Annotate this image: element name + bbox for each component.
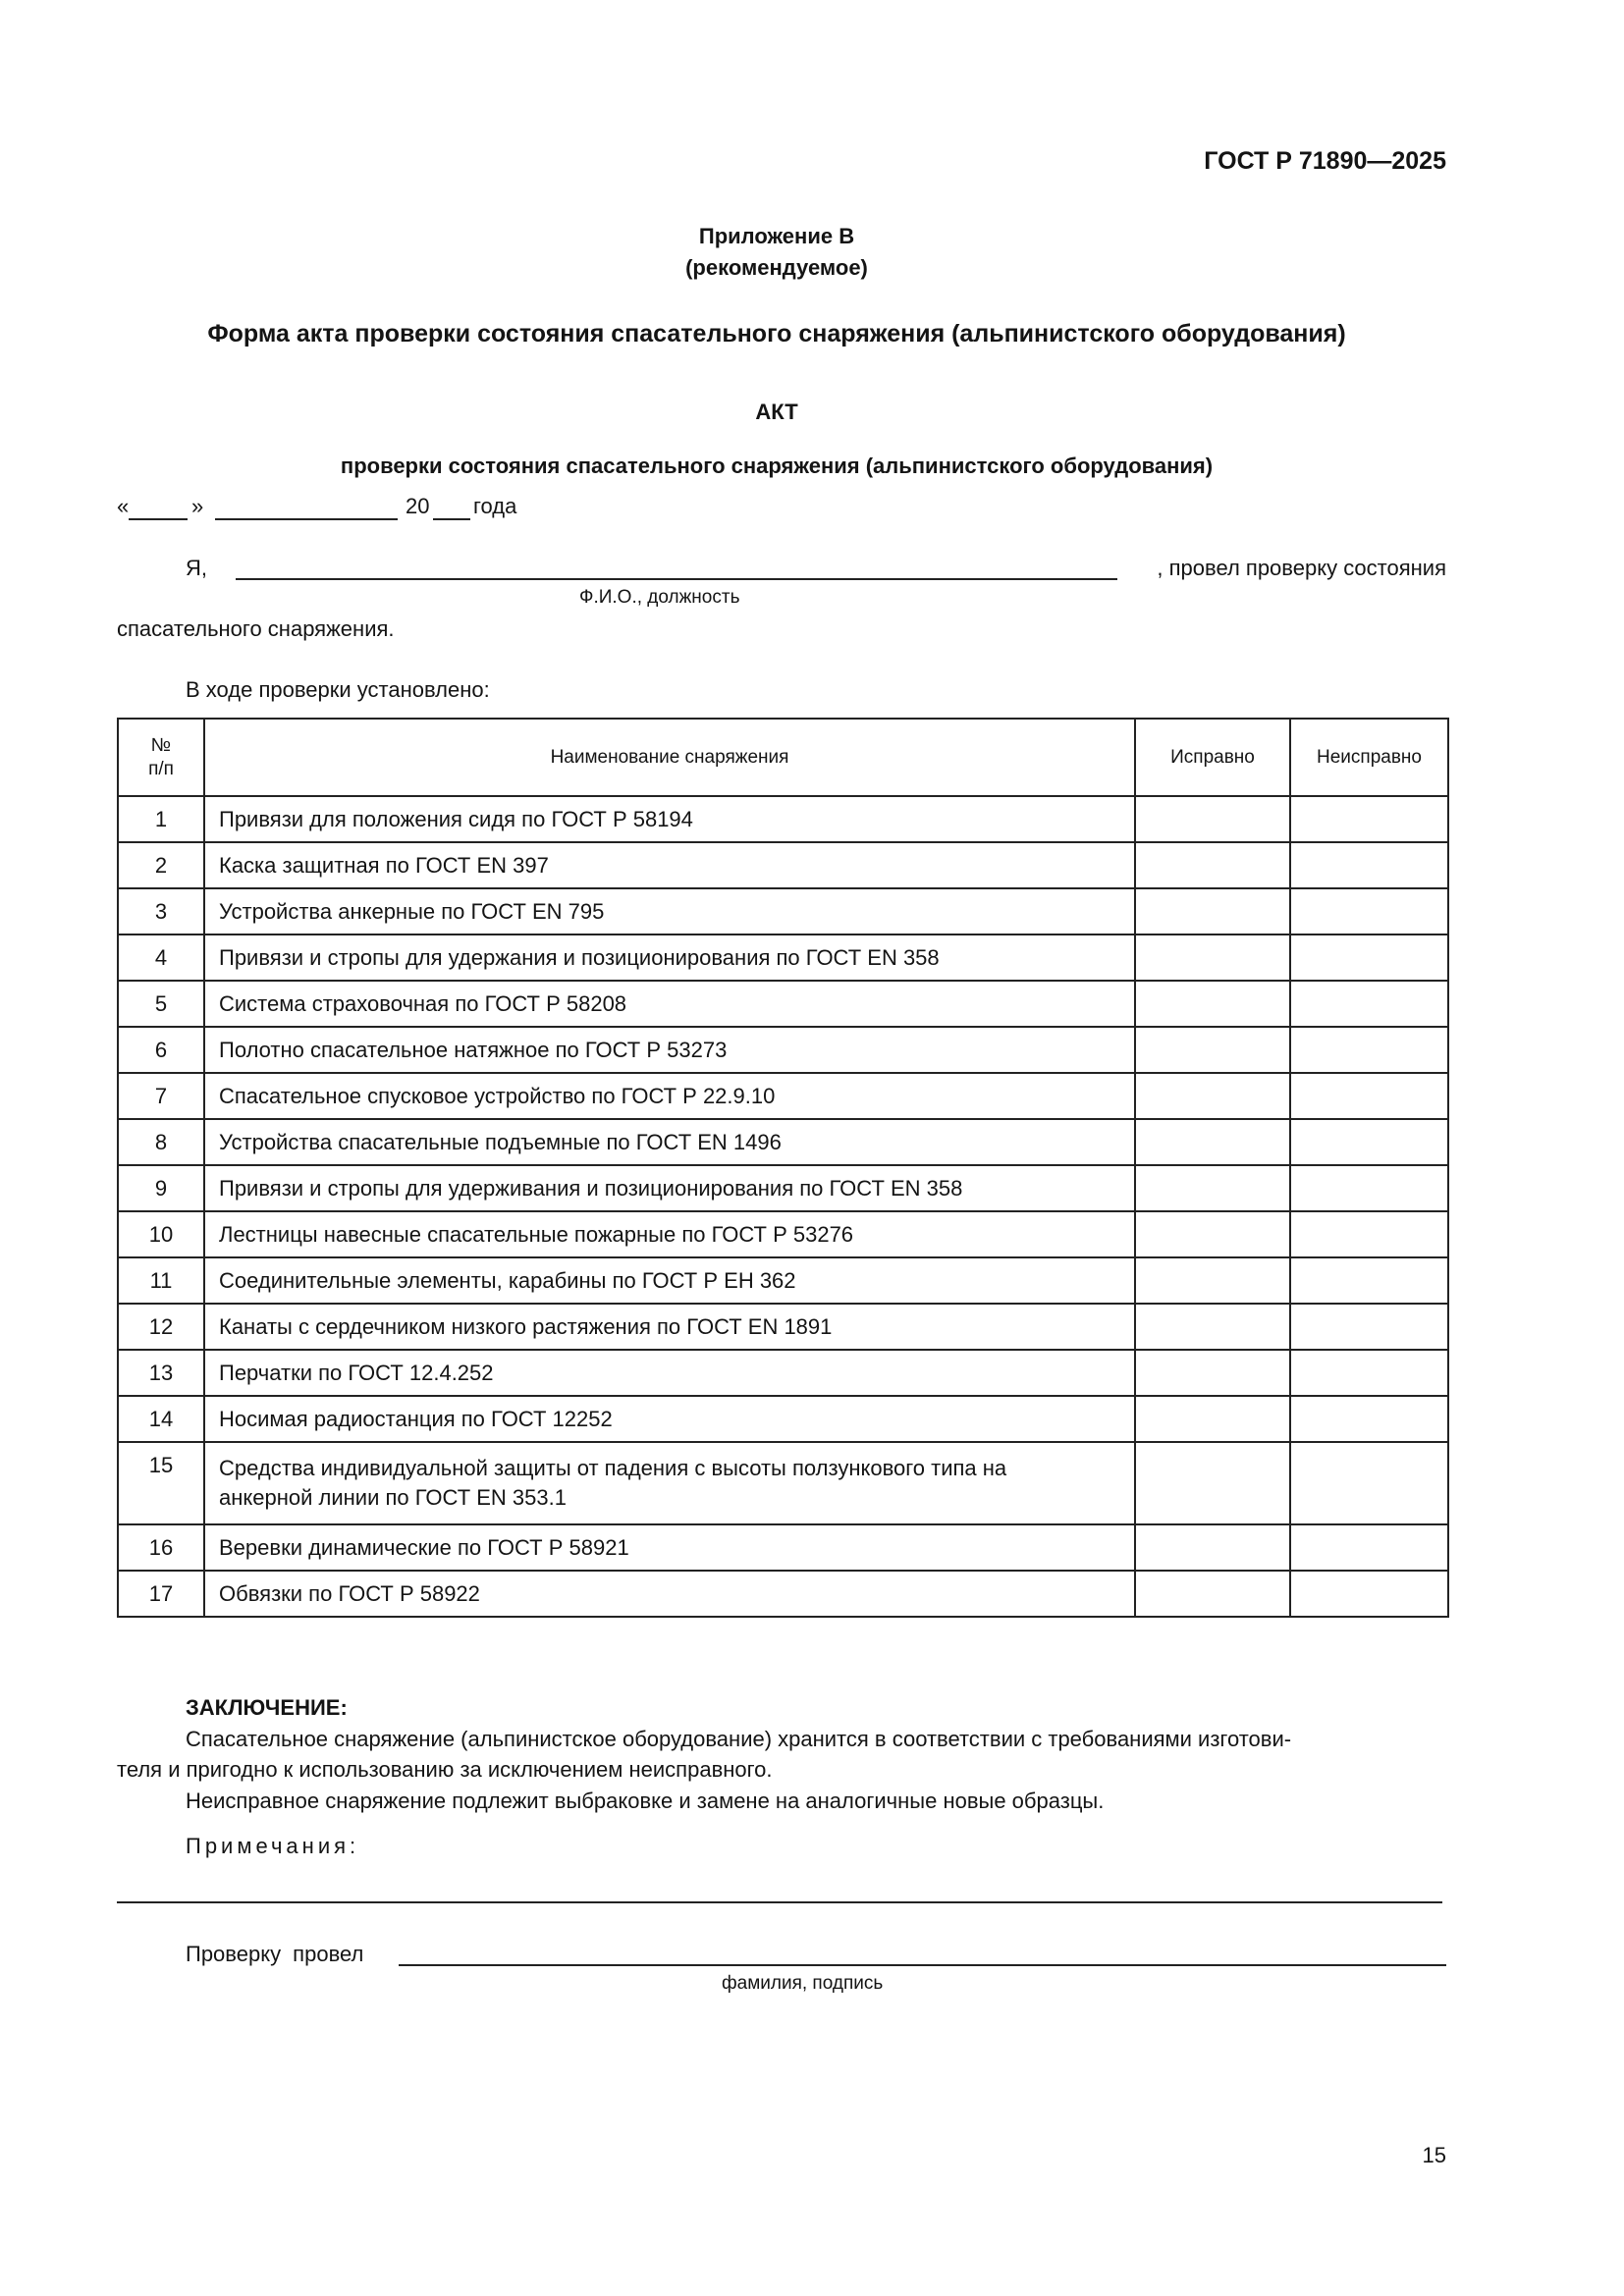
table-row bbox=[118, 1350, 1448, 1396]
row-name: Полотно спасательное натяжное по ГОСТ Р 53273 bbox=[204, 1027, 1135, 1073]
row-name: Каска защитная по ГОСТ EN 397 bbox=[204, 842, 1135, 888]
ok-cell[interactable] bbox=[1135, 934, 1290, 981]
name-position-field[interactable] bbox=[236, 578, 1117, 580]
row-num: 5 bbox=[118, 981, 204, 1027]
ok-cell[interactable] bbox=[1135, 1396, 1290, 1442]
row-name: Перчатки по ГОСТ 12.4.252 bbox=[204, 1350, 1135, 1396]
day-field[interactable] bbox=[129, 518, 188, 520]
date-open-quote: « bbox=[117, 494, 130, 518]
table-row bbox=[118, 1571, 1448, 1617]
ok-cell[interactable] bbox=[1135, 1350, 1290, 1396]
equipment-table bbox=[117, 718, 1449, 1618]
row-name: Привязи для положения сидя по ГОСТ Р 58194 bbox=[204, 796, 1135, 842]
row-num: 6 bbox=[118, 1027, 204, 1073]
intro-continuation: спасательного снаряжения. bbox=[117, 616, 395, 641]
row-name: Обвязки по ГОСТ Р 58922 bbox=[204, 1571, 1135, 1617]
signature-label: Проверку провел bbox=[186, 1942, 364, 1966]
faulty-cell[interactable] bbox=[1290, 1027, 1448, 1073]
faulty-cell[interactable] bbox=[1290, 1211, 1448, 1257]
row-num: 2 bbox=[118, 842, 204, 888]
row-name bbox=[204, 1442, 1135, 1524]
conclusion-heading: ЗАКЛЮЧЕНИЕ: bbox=[186, 1695, 348, 1720]
row-num: 16 bbox=[118, 1524, 204, 1571]
ok-cell[interactable] bbox=[1135, 1165, 1290, 1211]
appendix-subtitle: (рекомендуемое) bbox=[685, 255, 868, 280]
ok-cell[interactable] bbox=[1135, 1211, 1290, 1257]
table-row bbox=[118, 1442, 1448, 1524]
table-row bbox=[118, 888, 1448, 934]
faulty-cell[interactable] bbox=[1290, 1442, 1448, 1524]
table-header-row bbox=[118, 719, 1448, 796]
row-name: Носимая радиостанция по ГОСТ 12252 bbox=[204, 1396, 1135, 1442]
table-row bbox=[118, 1073, 1448, 1119]
faulty-cell[interactable] bbox=[1290, 1257, 1448, 1304]
table-row bbox=[118, 1165, 1448, 1211]
faulty-cell[interactable] bbox=[1290, 934, 1448, 981]
act-subtitle: проверки состояния спасательного снаряжения (альпинистского оборудования) bbox=[340, 454, 1214, 478]
intro-prefix: Я, bbox=[186, 556, 207, 580]
row-name: Привязи и стропы для удержания и позиционирования по ГОСТ EN 358 bbox=[204, 934, 1135, 981]
header-ok: Исправно bbox=[1135, 719, 1290, 796]
row-name-line2: анкерной линии по ГОСТ EN 353.1 bbox=[219, 1485, 567, 1510]
header-faulty: Неисправно bbox=[1290, 719, 1448, 796]
ok-cell[interactable] bbox=[1135, 1571, 1290, 1617]
row-num: 11 bbox=[118, 1257, 204, 1304]
table-row bbox=[118, 981, 1448, 1027]
act-title: АКТ bbox=[755, 400, 798, 424]
faulty-cell[interactable] bbox=[1290, 888, 1448, 934]
ok-cell[interactable] bbox=[1135, 842, 1290, 888]
page-number: 15 bbox=[1422, 2143, 1446, 2167]
row-num: 3 bbox=[118, 888, 204, 934]
row-num: 8 bbox=[118, 1119, 204, 1165]
table-row bbox=[118, 1524, 1448, 1571]
faulty-cell[interactable] bbox=[1290, 1524, 1448, 1571]
row-num: 15 bbox=[118, 1442, 204, 1524]
ok-cell[interactable] bbox=[1135, 888, 1290, 934]
row-name: Лестницы навесные спасательные пожарные по ГОСТ Р 53276 bbox=[204, 1211, 1135, 1257]
date-line bbox=[117, 494, 608, 523]
row-num: 12 bbox=[118, 1304, 204, 1350]
header-name: Наименование снаряжения bbox=[204, 719, 1135, 796]
faulty-cell[interactable] bbox=[1290, 1119, 1448, 1165]
row-num: 9 bbox=[118, 1165, 204, 1211]
signature-caption: фамилия, подпись bbox=[722, 1973, 884, 1994]
header-num-line1: № bbox=[150, 734, 172, 756]
ok-cell[interactable] bbox=[1135, 1119, 1290, 1165]
table-row bbox=[118, 934, 1448, 981]
table-row bbox=[118, 1027, 1448, 1073]
row-name: Спасательное спусковое устройство по ГОСТ Р 22.9.10 bbox=[204, 1073, 1135, 1119]
ok-cell[interactable] bbox=[1135, 1027, 1290, 1073]
faulty-cell[interactable] bbox=[1290, 842, 1448, 888]
conclusion-line3: Неисправное снаряжение подлежит выбраковке и замене на аналогичные новые образцы. bbox=[186, 1789, 1105, 1813]
table-row bbox=[118, 1119, 1448, 1165]
intro-suffix: , провел проверку состояния bbox=[1157, 556, 1446, 580]
faulty-cell[interactable] bbox=[1290, 1304, 1448, 1350]
header-num bbox=[118, 719, 204, 796]
row-name: Веревки динамические по ГОСТ Р 58921 bbox=[204, 1524, 1135, 1571]
table-row bbox=[118, 842, 1448, 888]
row-num: 10 bbox=[118, 1211, 204, 1257]
row-num: 17 bbox=[118, 1571, 204, 1617]
date-close-quote: » bbox=[191, 494, 204, 518]
ok-cell[interactable] bbox=[1135, 1257, 1290, 1304]
finding-label: В ходе проверки установлено: bbox=[186, 677, 490, 702]
table-row bbox=[118, 1211, 1448, 1257]
form-title: Форма акта проверки состояния спасательного снаряжения (альпинистского оборудования) bbox=[207, 320, 1346, 347]
table-row bbox=[118, 1257, 1448, 1304]
row-name: Привязи и стропы для удерживания и позиционирования по ГОСТ EN 358 bbox=[204, 1165, 1135, 1211]
faulty-cell[interactable] bbox=[1290, 1350, 1448, 1396]
table-row bbox=[118, 1304, 1448, 1350]
faulty-cell[interactable] bbox=[1290, 1073, 1448, 1119]
signature-field[interactable] bbox=[399, 1964, 1446, 1966]
month-field[interactable] bbox=[215, 518, 398, 520]
appendix-title: Приложение В bbox=[698, 224, 855, 248]
year-field[interactable] bbox=[433, 518, 470, 520]
ok-cell[interactable] bbox=[1135, 981, 1290, 1027]
table-row bbox=[118, 1396, 1448, 1442]
row-num: 14 bbox=[118, 1396, 204, 1442]
year-prefix: 20 bbox=[406, 494, 430, 518]
notes-label: Примечания: bbox=[186, 1834, 360, 1858]
row-num: 4 bbox=[118, 934, 204, 981]
row-name: Соединительные элементы, карабины по ГОСТ Р ЕН 362 bbox=[204, 1257, 1135, 1304]
ok-cell[interactable] bbox=[1135, 1073, 1290, 1119]
name-position-caption: Ф.И.О., должность bbox=[579, 587, 740, 608]
row-name-line1: Средства индивидуальной защиты от падения с высоты ползункового типа на bbox=[219, 1456, 1007, 1480]
faulty-cell[interactable] bbox=[1290, 981, 1448, 1027]
faulty-cell[interactable] bbox=[1290, 1396, 1448, 1442]
conclusion-line1: Спасательное снаряжение (альпинистское оборудование) хранится в соответствии с требованиями изготови- bbox=[186, 1727, 1292, 1751]
table-row bbox=[118, 796, 1448, 842]
ok-cell[interactable] bbox=[1135, 1524, 1290, 1571]
conclusion-line2: теля и пригодно к использованию за исключением неисправного. bbox=[117, 1757, 773, 1782]
row-num: 1 bbox=[118, 796, 204, 842]
row-num: 7 bbox=[118, 1073, 204, 1119]
row-name: Канаты с сердечником низкого растяжения по ГОСТ EN 1891 bbox=[204, 1304, 1135, 1350]
notes-field[interactable] bbox=[117, 1901, 1442, 1903]
gost-code: ГОСТ Р 71890—2025 bbox=[1204, 147, 1446, 175]
faulty-cell[interactable] bbox=[1290, 1165, 1448, 1211]
faulty-cell[interactable] bbox=[1290, 796, 1448, 842]
header-num-line2: п/п bbox=[148, 758, 174, 779]
year-suffix: года bbox=[473, 494, 517, 518]
row-name: Устройства анкерные по ГОСТ EN 795 bbox=[204, 888, 1135, 934]
row-name: Устройства спасательные подъемные по ГОСТ EN 1496 bbox=[204, 1119, 1135, 1165]
ok-cell[interactable] bbox=[1135, 1442, 1290, 1524]
row-num: 13 bbox=[118, 1350, 204, 1396]
ok-cell[interactable] bbox=[1135, 796, 1290, 842]
faulty-cell[interactable] bbox=[1290, 1571, 1448, 1617]
ok-cell[interactable] bbox=[1135, 1304, 1290, 1350]
row-name: Система страховочная по ГОСТ Р 58208 bbox=[204, 981, 1135, 1027]
